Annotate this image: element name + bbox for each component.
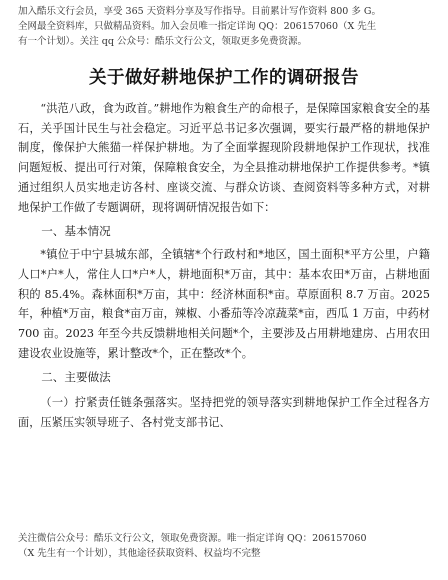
document-title: 关于做好耕地保护工作的调研报告 [89,68,359,88]
header-notice-line: 加入酷乐文行会员，享受 365 天资料分享及写作指导。目前累计写作资料 800 多 G。 [18,6,381,17]
section-heading-basic-info: 一、基本情况 [41,224,111,239]
header-notice-line: 全网最全资料库，只做精品资料。加入会员唯一指定详询 QQ：206157060（X 先生 [18,21,377,32]
practice-paragraph-1: （一）拧紧责任链条强落实。坚持把党的领导落实到耕地保护工作全过程各方面，压紧压实领导班子、各村党支部书记、 [18,396,430,430]
footer-notice-line: （X 先生有一个计划），其他途径获取资料、权益均不完整 [18,548,261,559]
header-notice-line: 有一个计划）。关注 qq 公众号：酷乐文行公文，领取更多免费资源。 [18,36,307,47]
footer-notice [18,531,430,561]
header-notice [18,4,430,49]
section-heading-main-practices: 二、主要做法 [41,370,111,385]
document-body [18,99,430,433]
footer-notice-line: 关注微信公众号：酷乐文行公文，领取免费资源。唯一指定详询 QQ：206157060 [18,533,367,544]
basic-info-paragraph: *镇位于中宁县城东部，全镇辖*个行政村和*地区，国土面积*平方公里，户籍人口*户*人，常住人口*户*人，耕地面积*万亩，其中：基本农田*万亩，占耕地面积的 85.4%。森林面积*万亩，其中：经济林面积*亩。草原面积 8.7 万亩。2025年，种植*万亩，粮食*亩万亩，辣椒、小番茄等冷凉蔬菜*亩，西瓜 1 万亩，中药材 700 亩。2023 年至今共反馈耕地相关问题*个，主要涉及占用耕地建房、占用农田建设农业设施等，累计整改*个，正在整改*个。 [18,248,430,360]
intro-paragraph: “洪范八政，食为政首。”耕地作为粮食生产的命根子，是保障国家粮食安全的基石，关乎国计民生与社会稳定。习近平总书记多次强调，要实行最严格的耕地保护制度，像保护大熊猫一样保护耕地。为了全面掌握现阶段耕地保护工作现状，找准问题短板、提出可行对策，保障粮食安全，为全县推动耕地保护工作提供参考。*镇通过组织人员实地走访各村、座谈交流、与群众访谈、查阅资料等多种方式，对耕地保护工作做了专题调研，现将调研情况报告如下： [18,102,430,214]
